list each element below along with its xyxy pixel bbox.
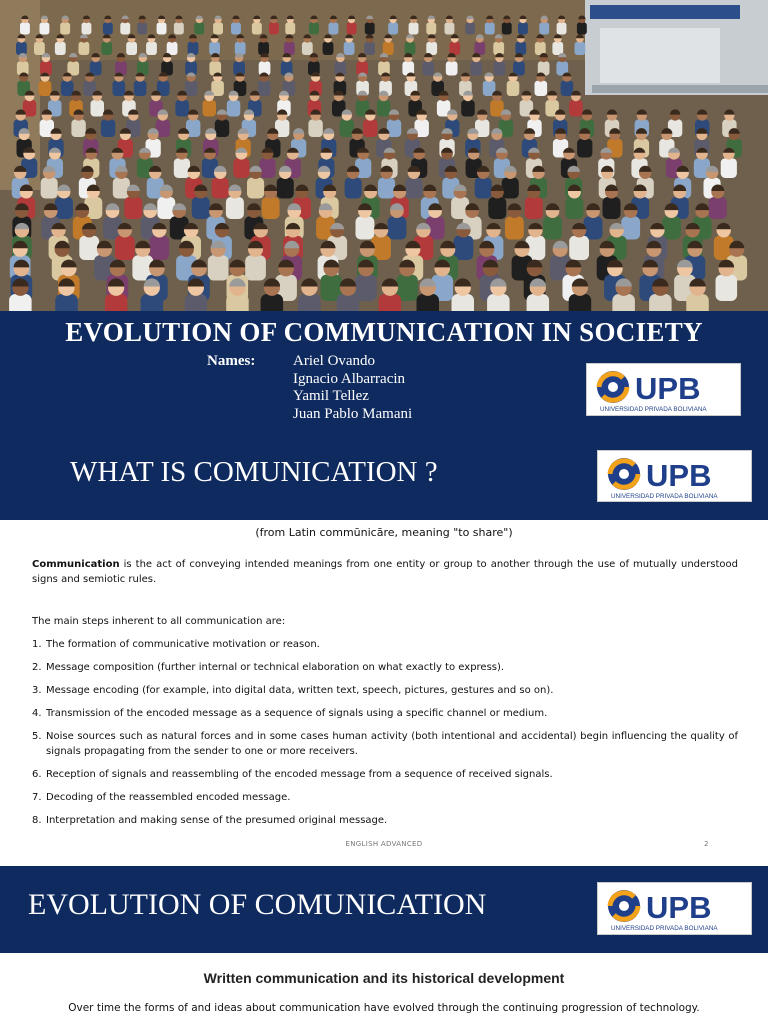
step-number: 6. [32, 769, 42, 780]
author-name: Ariel Ovando [293, 353, 376, 369]
step-text: Decoding of the reassembled encoded message. [46, 792, 291, 803]
author-name: Juan Pablo Mamani [293, 405, 413, 422]
step-number: 8. [32, 815, 42, 826]
step-number: 3. [32, 685, 42, 696]
definition-paragraph [32, 557, 738, 587]
step-number: 2. [32, 662, 42, 673]
slide3-title: EVOLUTION OF COMUNICATION [28, 888, 487, 921]
list-item [32, 729, 738, 759]
list-item [32, 767, 738, 782]
upb-logo [586, 363, 741, 416]
step-text: The formation of communicative motivation or reason. [46, 639, 320, 650]
slide-footer: ENGLISH ADVANCED [345, 840, 423, 848]
slide3-body [0, 953, 768, 1024]
step-text: Interpretation and making sense of the presumed original message. [46, 815, 388, 826]
step-text: Message encoding (for example, into digital data, written text, speech, pictures, gestures and so on). [46, 685, 554, 696]
list-item [32, 706, 738, 721]
section-paragraph: Over time the forms of and ideas about communication have evolved through the continuing progression of technology. [68, 1002, 700, 1014]
step-number: 1. [32, 639, 42, 650]
definition-text: is the act of conveying intended meanings from one entity or group to another through the use of mutually understood signs and semiotic rules. [32, 559, 738, 585]
slide3-header [0, 866, 768, 953]
step-text: Message composition (further internal or technical elaboration on what exactly to express). [46, 662, 505, 673]
names-label: Names: [207, 353, 256, 369]
upb-logo [597, 450, 752, 502]
list-item [32, 790, 738, 805]
upb-logo [597, 882, 752, 935]
logo-wordmark: UPB [646, 458, 712, 493]
page-number: 2 [704, 840, 709, 848]
author-name: Ignacio Albarracin [293, 370, 406, 387]
group-photo [0, 0, 768, 311]
list-item [32, 683, 738, 698]
list-item [32, 660, 738, 675]
logo-wordmark: UPB [635, 371, 701, 406]
step-number: 4. [32, 708, 42, 719]
slide2-header [0, 436, 768, 520]
step-text: Transmission of the encoded message as a sequence of signals using a specific channel or medium. [46, 708, 548, 719]
steps-intro: The main steps inherent to all communication are: [32, 616, 286, 627]
step-number: 5. [32, 731, 42, 742]
list-item [32, 637, 738, 652]
slide2-body [0, 520, 768, 866]
step-text: Noise sources such as natural forces and in some cases human activity (both intentional and accidental) begin influencing the quality of signals propagating from the sender to one or more receivers. [46, 731, 738, 757]
section-heading: Written communication and its historical development [203, 970, 565, 986]
etymology-subtitle: (from Latin commūnicāre, meaning "to share") [255, 526, 513, 539]
author-names [293, 353, 412, 423]
logo-subtitle: UNIVERSIDAD PRIVADA BOLIVIANA [600, 406, 707, 413]
author-name: Yamil Tellez [293, 388, 369, 404]
presentation-title: EVOLUTION OF COMMUNICATION IN SOCIETY [65, 317, 703, 347]
logo-subtitle: UNIVERSIDAD PRIVADA BOLIVIANA [611, 925, 718, 932]
step-number: 7. [32, 792, 42, 803]
step-text: Reception of signals and reassembling of the encoded message from a sequence of received signals. [46, 769, 553, 780]
list-item [32, 813, 738, 828]
crowd-illustration [0, 0, 768, 311]
title-banner [0, 311, 768, 436]
steps-list [32, 637, 738, 836]
logo-subtitle: UNIVERSIDAD PRIVADA BOLIVIANA [611, 493, 718, 500]
definition-term: Communication [32, 559, 120, 570]
logo-wordmark: UPB [646, 890, 712, 925]
slide2-title: WHAT IS COMUNICATION ? [70, 456, 438, 488]
